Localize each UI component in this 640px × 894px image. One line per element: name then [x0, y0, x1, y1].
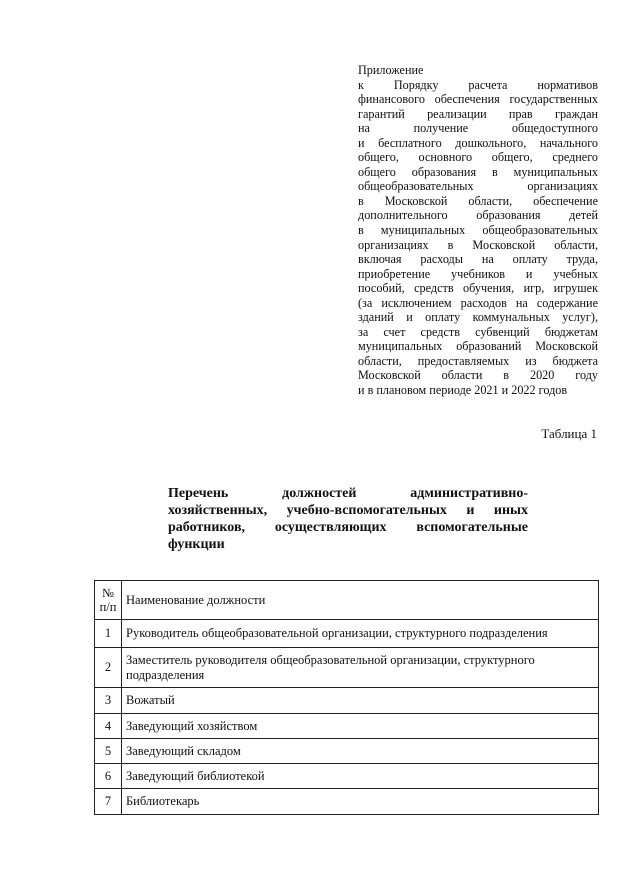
title-line: функции: [168, 537, 225, 552]
row-number: 3: [95, 688, 122, 714]
appendix-line: зданий и оплату коммунальных услуг),: [358, 310, 598, 325]
row-number: 4: [95, 714, 122, 739]
appendix-line: и в плановом периоде 2021 и 2022 годов: [358, 383, 568, 398]
title-line: Перечень должностей административно-: [168, 486, 528, 501]
row-position-name: Заместитель руководителя общеобразовательной организации, структурного подразделения: [122, 648, 599, 688]
table-row: [95, 688, 599, 714]
appendix-line: финансового обеспечения государственных: [358, 92, 598, 107]
appendix-line: общеобразовательных организациях: [358, 179, 598, 194]
header-number-cell: [95, 581, 122, 620]
appendix-line: в муниципальных общеобразовательных: [358, 223, 598, 238]
table-row: [95, 739, 599, 764]
appendix-line: к Порядку расчета нормативов: [358, 77, 598, 92]
row-position-name: Заведующий библиотекой: [122, 764, 599, 789]
appendix-line: и бесплатного дошкольного, начального: [358, 135, 598, 150]
row-position-name: Руководитель общеобразовательной организации, структурного подразделения: [122, 620, 599, 648]
row-number: 6: [95, 764, 122, 789]
header-name-cell: Наименование должности: [122, 581, 599, 620]
title-line: работников, осуществляющих вспомогательные: [168, 520, 528, 535]
header-number-label: п/п: [99, 600, 117, 614]
appendix-line: включая расходы на оплату труда,: [358, 252, 598, 267]
row-position-name: Вожатый: [122, 688, 599, 714]
appendix-line: на получение общедоступного: [358, 121, 598, 136]
appendix-line: муниципальных образований Московской: [358, 339, 598, 354]
table-row: [95, 789, 599, 815]
document-title: [168, 485, 528, 553]
appendix-line: в Московской области, обеспечение: [358, 193, 598, 208]
table-row: [95, 620, 599, 648]
appendix-line: Приложение: [358, 63, 424, 77]
table-label: Таблица 1: [541, 426, 597, 441]
appendix-line: за счет средств субвенций бюджетам: [358, 324, 598, 339]
row-number: 5: [95, 739, 122, 764]
row-number: 2: [95, 648, 122, 688]
row-number: 1: [95, 620, 122, 648]
appendix-line: общего образования в муниципальных: [358, 164, 598, 179]
appendix-line: пособий, средств обучения, игр, игрушек: [358, 281, 598, 296]
appendix-line: дополнительного образования детей: [358, 208, 598, 223]
title-line: хозяйственных, учебно-вспомогательных и иных: [168, 503, 528, 518]
header-number-symbol: №: [102, 586, 114, 600]
table-row: [95, 764, 599, 789]
row-number: 7: [95, 789, 122, 815]
appendix-line: Московской области в 2020 году: [358, 368, 598, 383]
row-position-name: Заведующий складом: [122, 739, 599, 764]
appendix-line: области, предоставляемых из бюджета: [358, 353, 598, 368]
appendix-header: [358, 63, 598, 398]
appendix-line: гарантий реализации прав граждан: [358, 106, 598, 121]
row-position-name: Заведующий хозяйством: [122, 714, 599, 739]
appendix-line: общего, основного общего, среднего: [358, 150, 598, 165]
table-row: [95, 714, 599, 739]
positions-table: [94, 580, 599, 815]
appendix-line: (за исключением расходов на содержание: [358, 295, 598, 310]
appendix-line: приобретение учебников и учебных: [358, 266, 598, 281]
row-position-name: Библиотекарь: [122, 789, 599, 815]
appendix-line: организациях в Московской области,: [358, 237, 598, 252]
table-row: [95, 648, 599, 688]
table-header-row: [95, 581, 599, 620]
